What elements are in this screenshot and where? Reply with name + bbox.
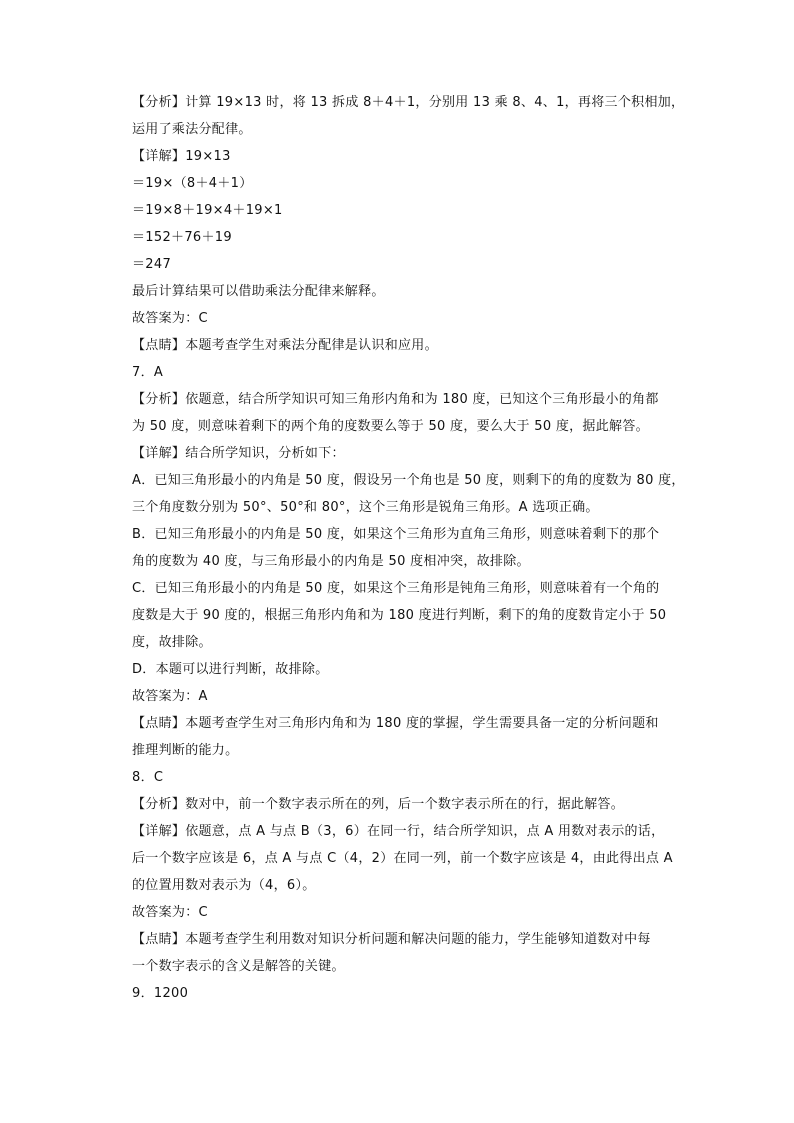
text-line: 【详解】依题意，点 A 与点 B（3，6）在同一行，结合所学知识，点 A 用数对表示的话，: [132, 824, 665, 839]
text-line: 故答案为：C: [132, 905, 208, 920]
text-line: B．已知三角形最小的内角是 50 度，如果这个三角形为直角三角形，则意味着剩下的那个: [132, 527, 660, 542]
text-line: 一个数字表示的含义是解答的关键。: [132, 959, 345, 974]
text-line: 故答案为：A: [132, 689, 208, 704]
text-line: 故答案为：C: [132, 311, 208, 326]
text-line: 【点睛】本题考查学生利用数对知识分析问题和解决问题的能力，学生能够知道数对中每: [132, 932, 651, 947]
text-line: 为 50 度，则意味着剩下的两个角的度数要么等于 50 度，要么大于 50 度，据此解答。: [132, 419, 649, 434]
answer-explanation-text: [132, 89, 692, 1007]
text-line: ＝152＋76＋19: [132, 230, 232, 245]
question-number-answer: 7．A: [132, 365, 164, 380]
text-line: 【分析】依题意，结合所学知识可知三角形内角和为 180 度，已知这个三角形最小的角都: [132, 392, 659, 407]
question-number-answer: 8．C: [132, 770, 164, 785]
text-line: 最后计算结果可以借助乘法分配律来解释。: [132, 284, 385, 299]
text-line: D．本题可以进行判断，故排除。: [132, 662, 329, 677]
text-line: 后一个数字应该是 6，点 A 与点 C（4，2）在同一列，前一个数字应该是 4，由此得出点 A: [132, 851, 673, 866]
text-line: 运用了乘法分配律。: [132, 122, 252, 137]
question-number-answer: 9．1200: [132, 986, 189, 1001]
text-line: 【分析】计算 19×13 时，将 13 拆成 8＋4＋1，分别用 13 乘 8、4、1，再将三个积相加，: [132, 95, 685, 110]
text-line: 的位置用数对表示为（4，6）。: [132, 878, 316, 893]
text-line: 【详解】19×13: [132, 149, 231, 164]
text-line: 【详解】结合所学知识，分析如下：: [132, 446, 345, 461]
text-line: ＝19×8＋19×4＋19×1: [132, 203, 283, 218]
text-line: 度，故排除。: [132, 635, 212, 650]
text-line: 三个角度数分别为 50°、50°和 80°，这个三角形是锐角三角形。A 选项正确。: [132, 500, 599, 515]
text-line: 角的度数为 40 度，与三角形最小的内角是 50 度相冲突，故排除。: [132, 554, 530, 569]
text-line: 【点睛】本题考查学生对乘法分配律是认识和应用。: [132, 338, 438, 353]
text-line: ＝19×（8＋4＋1）: [132, 176, 253, 191]
text-line: 度数是大于 90 度的，根据三角形内角和为 180 度进行判断，剩下的角的度数肯定小于 50: [132, 608, 667, 623]
text-line: ＝247: [132, 257, 172, 272]
text-line: 推理判断的能力。: [132, 743, 239, 758]
text-line: A．已知三角形最小的内角是 50 度，假设另一个角也是 50 度，则剩下的角的度数为 80 度，: [132, 473, 685, 488]
text-line: 【点睛】本题考查学生对三角形内角和为 180 度的掌握，学生需要具备一定的分析问题和: [132, 716, 659, 731]
text-line: C．已知三角形最小的内角是 50 度，如果这个三角形是钝角三角形，则意味着有一个角的: [132, 581, 660, 596]
text-line: 【分析】数对中，前一个数字表示所在的列，后一个数字表示所在的行，据此解答。: [132, 797, 625, 812]
